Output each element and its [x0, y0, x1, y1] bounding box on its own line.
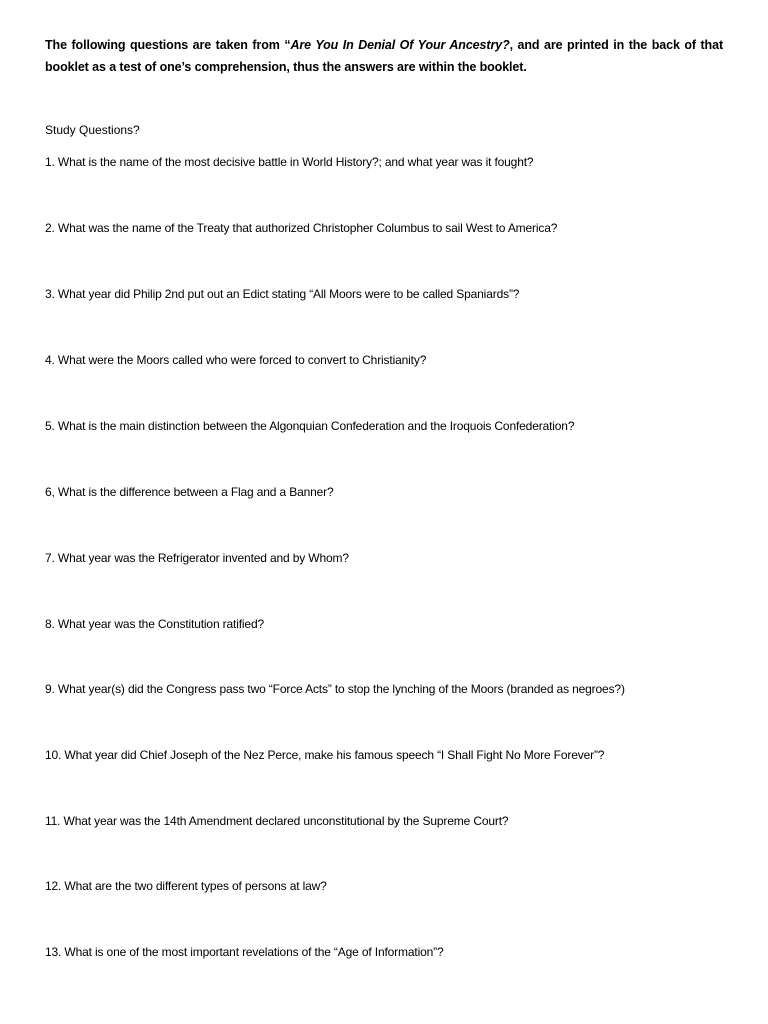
question-1: 1. What is the name of the most decisive battle in World History?; and what year was it fought? — [45, 155, 534, 169]
question-3: 3. What year did Philip 2nd put out an Edict stating “All Moors were to be called Spaniards”? — [45, 287, 520, 301]
question-5: 5. What is the main distinction between the Algonquian Confederation and the Iroquois Confederation? — [45, 419, 575, 433]
question-6: 6, What is the difference between a Flag and a Banner? — [45, 485, 334, 499]
question-13: 13. What is one of the most important revelations of the “Age of Information”? — [45, 945, 444, 959]
question-9: 9. What year(s) did the Congress pass two “Force Acts” to stop the lynching of the Moors (branded as negroes?) — [45, 682, 625, 696]
question-11: 11. What year was the 14th Amendment declared unconstitutional by the Supreme Court? — [45, 814, 509, 828]
question-4: 4. What were the Moors called who were forced to convert to Christianity? — [45, 353, 427, 367]
intro-paragraph — [45, 34, 723, 78]
question-2: 2. What was the name of the Treaty that authorized Christopher Columbus to sail West to America? — [45, 221, 558, 235]
intro-text-after: , and are printed in the back of that booklet as a test of one’s comprehension, thus the answers are within the booklet. — [45, 38, 724, 74]
study-questions-heading: Study Questions? — [45, 123, 140, 137]
booklet-title: Are You In Denial Of Your Ancestry? — [290, 38, 510, 52]
question-10: 10. What year did Chief Joseph of the Nez Perce, make his famous speech “I Shall Fight No More Forever”? — [45, 748, 605, 762]
question-12: 12. What are the two different types of persons at law? — [45, 879, 327, 893]
question-7: 7. What year was the Refrigerator invented and by Whom? — [45, 551, 349, 565]
question-8: 8. What year was the Constitution ratified? — [45, 617, 264, 631]
intro-text-before: The following questions are taken from “ — [45, 38, 291, 52]
